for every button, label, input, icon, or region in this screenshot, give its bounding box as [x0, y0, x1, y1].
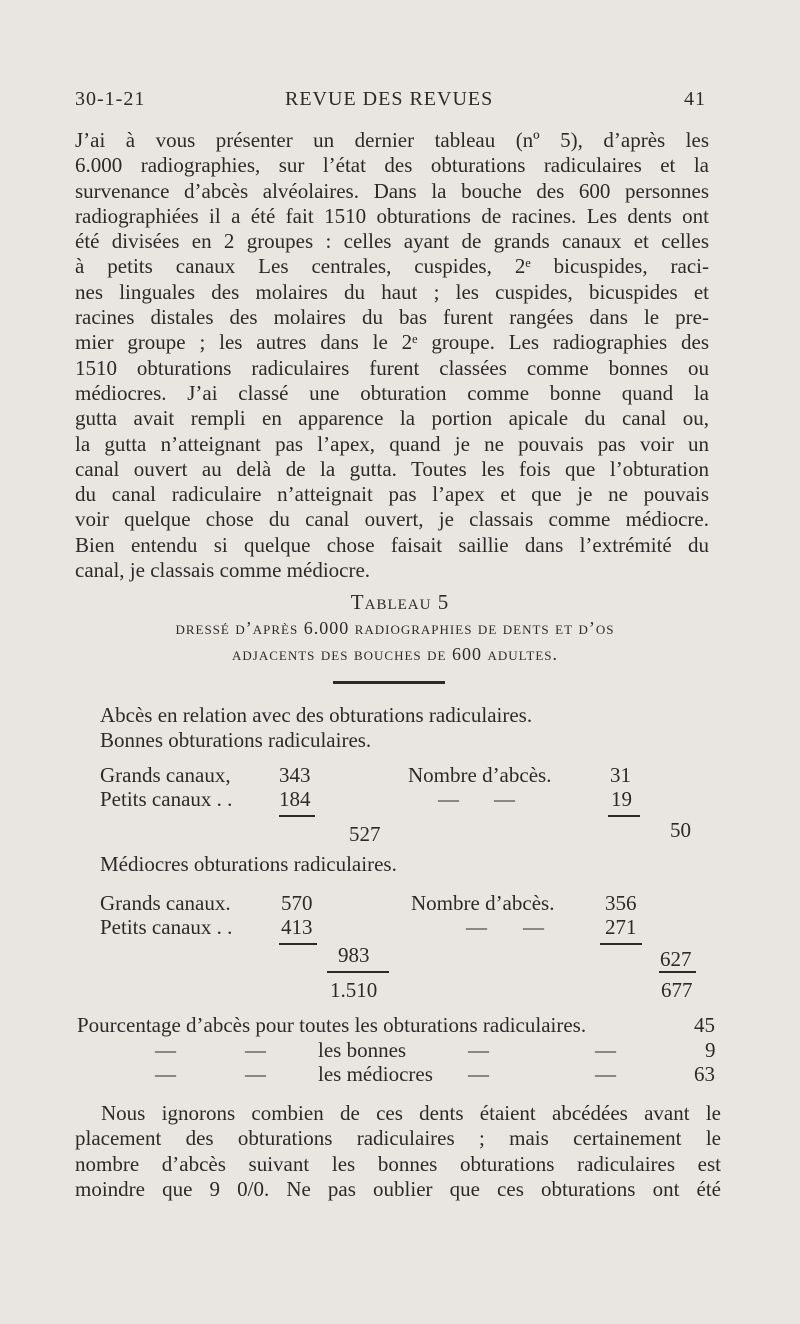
poor-small-abscess-value: 271	[605, 915, 637, 939]
dash: —	[466, 915, 487, 939]
dash: —	[468, 1062, 489, 1086]
sum-rule	[600, 943, 642, 945]
poor-large-canals-label: Grands canaux.	[100, 891, 231, 915]
text-line: 6.000 radiographies, sur l’état des obturations radiculaires et la	[75, 153, 709, 178]
good-total: 527	[349, 822, 381, 846]
paragraph-intro	[75, 128, 709, 583]
text-line: Nous ignorons combien de ces dents étaient abcédées avant le	[101, 1101, 721, 1125]
poor-total-abscess: 627	[660, 947, 692, 971]
dash: —	[245, 1062, 266, 1086]
table-subtitle-line2: adjacents des bouches de 600 adultes.	[232, 644, 558, 664]
good-small-abscess-value: 19	[611, 787, 632, 811]
table-heading-poor: Médiocres obturations radiculaires.	[100, 852, 397, 876]
sum-rule	[279, 815, 315, 817]
percentage-poor-label: les médiocres	[318, 1062, 433, 1086]
text-line: Bien entendu si quelque chose faisait saillie dans l’extrémité du	[75, 532, 709, 557]
table-title: Tableau 5	[350, 590, 450, 614]
header-title: REVUE DES REVUES	[285, 88, 494, 110]
text-line: nombre d’abcès suivant les bonnes obturations radiculaires est	[75, 1151, 721, 1176]
percentage-good-label: les bonnes	[318, 1038, 407, 1062]
dash: —	[438, 787, 459, 811]
text-line: nes linguales des molaires du haut ; les cuspides, bicuspides et	[75, 279, 709, 304]
percentage-good-value: 9	[705, 1038, 716, 1062]
text-line: canal ouvert au delà de la gutta. Toutes les fois que l’obturation	[75, 456, 709, 481]
table-heading-good: Bonnes obturations radiculaires.	[100, 728, 372, 752]
dash: —	[468, 1038, 489, 1062]
poor-total: 983	[338, 943, 370, 967]
text-line: canal, je classais comme médiocre.	[75, 558, 371, 583]
grand-total-abscess: 677	[661, 978, 693, 1002]
good-abscess-label: Nombre d’abcès.	[408, 763, 552, 787]
text-line: médiocres. J’ai classé une obturation comme bonne quand la	[75, 380, 709, 405]
poor-small-canals-value: 413	[281, 915, 313, 939]
text-line: 1510 obturations radiculaires furent classées comme bonnes ou	[75, 355, 709, 380]
text-line: gutta avait rempli en apparence la portion apicale du canal ou,	[75, 406, 709, 431]
dash: —	[155, 1038, 176, 1062]
text-line: J’ai à vous présenter un dernier tableau (nº 5), d’après les	[75, 128, 709, 152]
poor-small-canals-label: Petits canaux . .	[100, 915, 233, 939]
dash: —	[245, 1038, 266, 1062]
percentage-all-value: 45	[694, 1013, 715, 1037]
dash: —	[523, 915, 544, 939]
poor-large-canals-value: 570	[281, 891, 313, 915]
poor-abscess-label: Nombre d’abcès.	[411, 891, 555, 915]
dash: —	[155, 1062, 176, 1086]
dash: —	[595, 1038, 616, 1062]
table-subtitle-line1: dressé d’après 6.000 radiographies de dents et d’os	[175, 618, 615, 638]
text-line: été divisées en 2 groupes : celles ayant de grands canaux et celles	[75, 229, 709, 254]
good-total-abscess: 50	[670, 818, 691, 842]
percentage-poor-value: 63	[694, 1062, 715, 1086]
text-line: à petits canaux Les centrales, cuspides, 2ᵉ bicuspides, raci-	[75, 254, 709, 279]
good-small-canals-label: Petits canaux . .	[100, 787, 233, 811]
text-line: moindre que 9 0/0. Ne pas oublier que ces obturations ont été	[75, 1176, 721, 1201]
sum-rule	[659, 971, 696, 973]
dash: —	[494, 787, 515, 811]
header-date: 30-1-21	[75, 88, 146, 110]
page-number: 41	[684, 88, 706, 110]
paragraph-conclusion	[75, 1101, 721, 1202]
dash: —	[595, 1062, 616, 1086]
grand-total: 1.510	[330, 978, 378, 1002]
sum-rule	[327, 971, 389, 973]
text-line: du canal radiculaire n’atteignait pas l’apex et que je ne pouvais	[75, 482, 709, 507]
text-line: mier groupe ; les autres dans le 2ᵉ groupe. Les radiographies des	[75, 330, 709, 355]
good-small-canals-value: 184	[279, 787, 311, 811]
title-rule	[333, 681, 445, 684]
text-line: radiographiées il a été fait 1510 obturations de racines. Les dents ont	[75, 203, 709, 228]
good-large-canals-value: 343	[279, 763, 311, 787]
text-line: la gutta n’atteignant pas l’apex, quand je ne pouvais pas voir un	[75, 431, 709, 456]
sum-rule	[608, 815, 640, 817]
good-large-abscess-value: 31	[610, 763, 631, 787]
percentage-all-label: Pourcentage d’abcès pour toutes les obturations radiculaires.	[77, 1013, 587, 1037]
good-large-canals-label: Grands canaux,	[100, 763, 231, 787]
text-line: survenance d’abcès alvéolaires. Dans la bouche des 600 personnes	[75, 178, 709, 203]
text-line: racines distales des molaires du bas furent rangées dans le pre-	[75, 305, 709, 330]
text-line: voir quelque chose du canal ouvert, je classais comme médiocre.	[75, 507, 709, 532]
sum-rule	[279, 943, 317, 945]
poor-large-abscess-value: 356	[605, 891, 637, 915]
table-heading-relation: Abcès en relation avec des obturations radiculaires.	[100, 703, 533, 727]
text-line: placement des obturations radiculaires ; mais certainement le	[75, 1126, 721, 1151]
